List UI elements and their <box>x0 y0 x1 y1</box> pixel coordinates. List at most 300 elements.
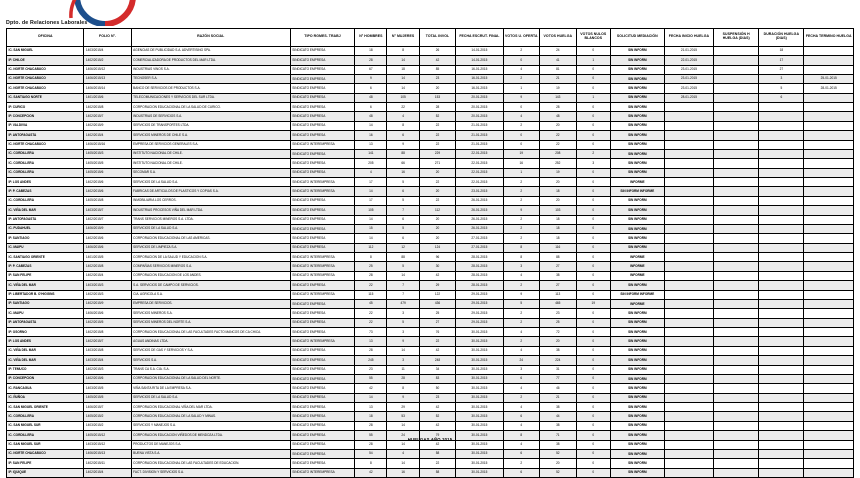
cell-suspension <box>714 56 759 65</box>
cell-oficina: IC. CORDILLERA <box>7 149 84 158</box>
cell-hombres: 105 <box>355 206 387 215</box>
cell-solicitud: INFORME <box>610 271 664 280</box>
cell-votos_nb: 0 <box>576 262 610 271</box>
cell-folio: 1405/2015/12 <box>84 431 131 440</box>
cell-votos_nb: 0 <box>576 84 610 93</box>
cell-votos_hu: 31 <box>540 365 577 374</box>
cell-razon: CORPORACION EDUCACIONAL DE LAS FACULTADES FACTO MANCOS DE CA CHICA. <box>131 328 290 337</box>
cell-votos_hu: 20 <box>540 196 577 205</box>
cell-hombres: 28 <box>355 440 387 449</box>
cell-votos_of: 1 <box>503 84 540 93</box>
cell-mujeres: 14 <box>387 421 419 430</box>
column-header-suspension: SUSPENSIÓN H HUELGA (DIAS) <box>714 29 759 47</box>
cell-total: 96 <box>419 253 456 262</box>
column-header-solicitud: SOLICITUD MEDIACIÓN <box>610 29 664 47</box>
cell-tipo: SINDICATO EMPRESA <box>290 309 354 318</box>
cell-oficina: IP. SANTIAGO <box>7 299 84 308</box>
cell-votos_nb: 19 <box>576 299 610 308</box>
cell-fecha_esc: 30-01-2015 <box>456 449 503 458</box>
cell-fecha_ter <box>804 112 854 121</box>
cell-votos_nb: 0 <box>576 346 610 355</box>
cell-fecha_ini <box>664 215 713 224</box>
cell-votos_of: 9 <box>503 290 540 299</box>
cell-votos_of: 8 <box>503 431 540 440</box>
cell-tipo: SINDICATO EMPRESA <box>290 112 354 121</box>
cell-votos_hu: 77 <box>540 374 577 383</box>
cell-folio: 1402/2015/8 <box>84 103 131 112</box>
cell-fecha_ter <box>804 290 854 299</box>
cell-total: 22 <box>419 131 456 140</box>
cell-fecha_esc: 20-01-2015 <box>456 93 503 102</box>
cell-votos_of: 3 <box>503 365 540 374</box>
cell-folio: 1401/2015/5 <box>84 253 131 262</box>
cell-solicitud: SIN INFORM <box>610 149 664 158</box>
cell-votos_hu: 38 <box>540 440 577 449</box>
cell-fecha_esc: 30-01-2015 <box>456 421 503 430</box>
cell-solicitud: SIN INFORM <box>610 384 664 393</box>
cell-suspension <box>714 196 759 205</box>
cell-votos_hu: 25 <box>540 318 577 327</box>
cell-fecha_ini <box>664 346 713 355</box>
cell-solicitud: SIN INFORM <box>610 318 664 327</box>
cell-tipo: SINDICATO EMPRESA <box>290 459 354 468</box>
cell-fecha_esc: 16-01-2015 <box>456 74 503 83</box>
cell-solicitud: INFORME <box>610 262 664 271</box>
cell-fecha_ter <box>804 356 854 365</box>
cell-votos_nb: 0 <box>576 318 610 327</box>
cell-votos_hu: 72 <box>540 328 577 337</box>
cell-folio: 1402/2015/6 <box>84 234 131 243</box>
cell-oficina: IC. SAN MIGUEL SUR <box>7 440 84 449</box>
cell-folio: 1402/2015/4 <box>84 131 131 140</box>
cell-duracion <box>759 121 804 130</box>
cell-hombres: 22 <box>355 318 387 327</box>
cell-votos_hu: 23 <box>540 309 577 318</box>
cell-razon: INDUSTRIAS DE SERVICIOS S.A. <box>131 112 290 121</box>
cell-oficina: IC. ÑUÑOA <box>7 393 84 402</box>
cell-fecha_ter <box>804 103 854 112</box>
cell-total: 42 <box>419 421 456 430</box>
cell-suspension <box>714 178 759 187</box>
cell-razon: TECNOSER S.A. <box>131 74 290 83</box>
cell-votos_of: 0 <box>503 140 540 149</box>
cell-total: 124 <box>419 243 456 252</box>
cell-razon: SERVICIOS MINEROS S.A. <box>131 309 290 318</box>
cell-solicitud: SIN INFORM <box>610 206 664 215</box>
cell-mujeres: 5 <box>387 262 419 271</box>
cell-fecha_ter <box>804 309 854 318</box>
cell-hombres: 14 <box>355 393 387 402</box>
cell-oficina: IP. SANTIAGO <box>7 234 84 243</box>
cell-mujeres: 14 <box>387 56 419 65</box>
cell-votos_hu: 46 <box>540 384 577 393</box>
table-row <box>7 374 854 383</box>
cell-razon: VIÑA SANTA RITA DE LA EMPRESA S.A. <box>131 384 290 393</box>
cell-total: 20 <box>419 84 456 93</box>
cell-mujeres: 5 <box>387 224 419 233</box>
cell-oficina: IC. NORTE CHACABUCO <box>7 140 84 149</box>
cell-hombres: 14 <box>355 234 387 243</box>
cell-total: 22 <box>419 178 456 187</box>
cell-fecha_esc: 22-01-2015 <box>456 159 503 168</box>
cell-razon: TELECOMUNICACIONES Y SERVICIOS DEL SUR LTDA. <box>131 93 290 102</box>
cell-mujeres: 3 <box>387 328 419 337</box>
cell-folio: 1402/2015/6 <box>84 178 131 187</box>
cell-solicitud: SIN INFORM INFORME <box>610 290 664 299</box>
cell-tipo: SINDICATO EMPRESA <box>290 403 354 412</box>
cell-suspension <box>714 356 759 365</box>
cell-total: 22 <box>419 121 456 130</box>
cell-solicitud: SIN INFORM <box>610 281 664 290</box>
cell-votos_hu: 103 <box>540 206 577 215</box>
cell-votos_of: 19 <box>503 149 540 158</box>
cell-votos_hu: 38 <box>540 403 577 412</box>
cell-duracion <box>759 243 804 252</box>
cell-total: 29 <box>419 281 456 290</box>
cell-razon: EMPRESA DE SERVICIOS GENERALES S.A. <box>131 140 290 149</box>
cell-oficina: IP. CHILOE <box>7 56 84 65</box>
cell-fecha_esc: 16-01-2015 <box>456 84 503 93</box>
cell-votos_of: 2 <box>503 121 540 130</box>
table-row <box>7 309 854 318</box>
cell-solicitud: SIN INFORM <box>610 74 664 83</box>
cell-fecha_ini <box>664 121 713 130</box>
cell-suspension <box>714 374 759 383</box>
table-row <box>7 103 854 112</box>
cell-votos_of: 0 <box>503 56 540 65</box>
cell-votos_of: 6 <box>503 374 540 383</box>
cell-votos_nb: 0 <box>576 393 610 402</box>
cell-tipo: SINDICATO EMPRESA <box>290 56 354 65</box>
cell-votos_of: 2 <box>503 74 540 83</box>
cell-razon: TRANS SERVICIOS MINEROS S.A. LTDA. <box>131 215 290 224</box>
cell-razon: CORPORACION EDUCACIONAL DE LAS AMERICAS. <box>131 234 290 243</box>
strike-statistics-table <box>6 28 854 478</box>
cell-hombres: 67 <box>355 65 387 74</box>
cell-votos_hu: 81 <box>540 65 577 74</box>
cell-fecha_esc: 26-01-2015 <box>456 206 503 215</box>
cell-fecha_ini: 23-01-2015 <box>664 65 713 74</box>
cell-solicitud: SIN INFORM <box>610 93 664 102</box>
cell-mujeres: 8 <box>387 384 419 393</box>
cell-suspension <box>714 468 759 477</box>
cell-tipo: SINDICATO INTEREMPRESA <box>290 468 354 477</box>
cell-oficina: IC. NORTE CHACABUCO <box>7 449 84 458</box>
cell-total: 34 <box>419 365 456 374</box>
cell-folio: 1403/2015/7 <box>84 206 131 215</box>
cell-hombres: 14 <box>355 121 387 130</box>
cell-votos_of: 4 <box>503 421 540 430</box>
cell-fecha_ter <box>804 412 854 421</box>
cell-hombres: 42 <box>355 384 387 393</box>
cell-hombres: 13 <box>355 140 387 149</box>
cell-suspension <box>714 65 759 74</box>
cell-tipo: SINDICATO EMPRESA <box>290 103 354 112</box>
cell-tipo: SINDICATO INTEREMPRESA <box>290 140 354 149</box>
table-row <box>7 46 854 55</box>
cell-oficina: IC. CORDILLERA <box>7 168 84 177</box>
cell-votos_nb: 0 <box>576 206 610 215</box>
cell-duracion <box>759 421 804 430</box>
cell-fecha_ter <box>804 224 854 233</box>
cell-hombres: 6 <box>355 84 387 93</box>
cell-oficina: IP. SAN FELIPE <box>7 459 84 468</box>
cell-oficina: IP. TEMUCO <box>7 365 84 374</box>
cell-votos_nb: 0 <box>576 468 610 477</box>
cell-votos_hu: 71 <box>540 431 577 440</box>
cell-tipo: SINDICATO INTEREMPRESA <box>290 178 354 187</box>
cell-total: 27 <box>419 318 456 327</box>
cell-duracion <box>759 384 804 393</box>
table-row <box>7 421 854 430</box>
cell-suspension <box>714 365 759 374</box>
column-header-total: TOTAL INVOL <box>419 29 456 47</box>
cell-tipo: SINDICATO EMPRESA <box>290 281 354 290</box>
cell-oficina: IP. SAN FELIPE <box>7 271 84 280</box>
cell-fecha_ini: 21-01-2015 <box>664 46 713 55</box>
cell-votos_of: 2 <box>503 196 540 205</box>
cell-hombres: 14 <box>355 215 387 224</box>
cell-hombres: 48 <box>355 112 387 121</box>
cell-fecha_esc: 21-01-2015 <box>456 131 503 140</box>
table-row <box>7 234 854 243</box>
strike-table-container <box>6 28 854 478</box>
cell-fecha_ini <box>664 281 713 290</box>
cell-suspension <box>714 121 759 130</box>
cell-duracion <box>759 112 804 121</box>
cell-fecha_ini <box>664 253 713 262</box>
cell-duracion <box>759 393 804 402</box>
cell-votos_hu: 18 <box>540 224 577 233</box>
cell-total: 20 <box>419 224 456 233</box>
cell-duracion <box>759 131 804 140</box>
cell-total: 42 <box>419 403 456 412</box>
cell-tipo: SINDICATO EMPRESA <box>290 328 354 337</box>
cell-votos_of: 2 <box>503 215 540 224</box>
cell-votos_nb: 0 <box>576 112 610 121</box>
cell-total: 20 <box>419 234 456 243</box>
cell-suspension <box>714 206 759 215</box>
cell-total: 229 <box>419 149 456 158</box>
cell-oficina: IC. CORDILLERA <box>7 196 84 205</box>
cell-fecha_ini <box>664 299 713 308</box>
cell-hombres: 42 <box>355 468 387 477</box>
cell-mujeres: 16 <box>387 168 419 177</box>
cell-oficina: IP. ANTOFAGASTA <box>7 131 84 140</box>
cell-suspension <box>714 103 759 112</box>
table-row <box>7 196 854 205</box>
cell-fecha_ini <box>664 196 713 205</box>
cell-votos_nb: 0 <box>576 328 610 337</box>
cell-fecha_ini <box>664 290 713 299</box>
table-row <box>7 159 854 168</box>
cell-oficina: IP. LOS ANDES <box>7 337 84 346</box>
cell-suspension <box>714 243 759 252</box>
cell-folio: 1402/2015/9 <box>84 299 131 308</box>
table-row <box>7 262 854 271</box>
cell-suspension <box>714 412 759 421</box>
cell-tipo: SINDICATO EMPRESA <box>290 346 354 355</box>
table-row <box>7 140 854 149</box>
cell-votos_nb: 0 <box>576 271 610 280</box>
cell-mujeres: 479 <box>387 299 419 308</box>
cell-solicitud: SIN INFORM <box>610 337 664 346</box>
cell-razon: FACT. DIVISION Y SERVICIOS S.A. <box>131 468 290 477</box>
cell-folio: 1405/2015/6 <box>84 168 131 177</box>
cell-votos_nb: 0 <box>576 356 610 365</box>
cell-razon: SERVICIOS DE LA SALUD S.A. <box>131 178 290 187</box>
cell-razon: PRODUCTOS DE MANEJOS S.A. <box>131 440 290 449</box>
column-header-fecha_esc: FECHA ESCRUT. FINAL <box>456 29 503 47</box>
cell-duracion <box>759 187 804 196</box>
cell-votos_nb: 0 <box>576 290 610 299</box>
table-row <box>7 449 854 458</box>
cell-hombres: 55 <box>355 431 387 440</box>
cell-solicitud: SIN INFORM <box>610 346 664 355</box>
cell-votos_hu: 52 <box>540 468 577 477</box>
cell-suspension <box>714 421 759 430</box>
cell-tipo: SINDICATO EMPRESA <box>290 168 354 177</box>
cell-mujeres: 6 <box>387 187 419 196</box>
cell-tipo: SINDICATO EMPRESA <box>290 206 354 215</box>
table-row <box>7 346 854 355</box>
cell-fecha_esc: 20-01-2015 <box>456 112 503 121</box>
cell-total: 26 <box>419 46 456 55</box>
cell-razon: BUENA VISTA S.A. <box>131 449 290 458</box>
cell-suspension <box>714 84 759 93</box>
table-row <box>7 365 854 374</box>
cell-hombres: 18 <box>355 46 387 55</box>
cell-fecha_esc: 28-01-2015 <box>456 262 503 271</box>
cell-votos_of: 4 <box>503 328 540 337</box>
cell-duracion <box>759 196 804 205</box>
cell-mujeres: 88 <box>387 149 419 158</box>
cell-suspension <box>714 281 759 290</box>
cell-razon: AGUAS ANDINAS LTDA. <box>131 337 290 346</box>
cell-tipo: SINDICATO INTEREMPRESA <box>290 337 354 346</box>
cell-fecha_ini <box>664 178 713 187</box>
cell-votos_of: 4 <box>503 403 540 412</box>
cell-razon: SERVICIOS DE LA SALUD S.A. <box>131 393 290 402</box>
cell-votos_hu: 52 <box>540 449 577 458</box>
cell-votos_hu: 116 <box>540 243 577 252</box>
cell-mujeres: 3 <box>387 356 419 365</box>
cell-fecha_esc: 26-01-2015 <box>456 196 503 205</box>
cell-solicitud: SIN INFORM <box>610 440 664 449</box>
cell-solicitud: SIN INFORM <box>610 65 664 74</box>
cell-votos_of: 8 <box>503 243 540 252</box>
cell-votos_nb: 0 <box>576 374 610 383</box>
table-row <box>7 253 854 262</box>
cell-votos_of: 6 <box>503 412 540 421</box>
cell-votos_of: 2 <box>503 234 540 243</box>
column-header-fecha_ter: FECHA TERMINO HUELGA <box>804 29 854 47</box>
cell-fecha_ter <box>804 328 854 337</box>
cell-duracion: 18 <box>759 46 804 55</box>
table-row <box>7 384 854 393</box>
cell-fecha_ter <box>804 196 854 205</box>
cell-suspension <box>714 46 759 55</box>
cell-duracion <box>759 346 804 355</box>
cell-mujeres: 9 <box>387 393 419 402</box>
cell-oficina: IP. VALDIVIA <box>7 121 84 130</box>
cell-hombres: 245 <box>355 356 387 365</box>
cell-mujeres: 9 <box>387 337 419 346</box>
cell-mujeres: 5 <box>387 178 419 187</box>
cell-total: 436 <box>419 299 456 308</box>
cell-total: 58 <box>419 449 456 458</box>
cell-solicitud: SIN INFORM <box>610 140 664 149</box>
cell-razon: CORPORACION EDUCACION VIÑEDOS DE MENDOZA LTDA. <box>131 431 290 440</box>
cell-tipo: SINDICATO EMPRESA <box>290 365 354 374</box>
cell-fecha_esc: 28-01-2015 <box>456 281 503 290</box>
cell-suspension <box>714 253 759 262</box>
table-row <box>7 65 854 74</box>
cell-suspension <box>714 112 759 121</box>
cell-total: 85 <box>419 65 456 74</box>
cell-mujeres: 6 <box>387 215 419 224</box>
cell-votos_nb: 0 <box>576 224 610 233</box>
cell-fecha_ini: 23-01-2015 <box>664 84 713 93</box>
cell-fecha_ini <box>664 271 713 280</box>
cell-duracion <box>759 468 804 477</box>
cell-votos_nb: 0 <box>576 337 610 346</box>
cell-solicitud: SIN INFORM <box>610 374 664 383</box>
cell-folio: 1405/2015/3 <box>84 149 131 158</box>
cell-suspension <box>714 187 759 196</box>
cell-fecha_esc: 30-01-2015 <box>456 431 503 440</box>
cell-fecha_esc: 26-01-2015 <box>456 215 503 224</box>
cell-total: 42 <box>419 56 456 65</box>
cell-fecha_esc: 27-01-2015 <box>456 234 503 243</box>
cell-folio: 1402/2015/5 <box>84 318 131 327</box>
cell-solicitud: SIN INFORM <box>610 131 664 140</box>
cell-total: 20 <box>419 187 456 196</box>
cell-total: 20 <box>419 215 456 224</box>
cell-total: 83 <box>419 374 456 383</box>
cell-fecha_esc: 22-01-2015 <box>456 178 503 187</box>
table-row <box>7 121 854 130</box>
cell-solicitud: SIN INFORM <box>610 309 664 318</box>
cell-oficina: IC. MAIPU <box>7 309 84 318</box>
cell-total: 25 <box>419 309 456 318</box>
cell-fecha_esc: 30-01-2015 <box>456 393 503 402</box>
cell-duracion <box>759 328 804 337</box>
cell-solicitud: SIN INFORM <box>610 112 664 121</box>
cell-mujeres: 5 <box>387 318 419 327</box>
cell-fecha_ini <box>664 140 713 149</box>
cell-folio: 1405/2015/5 <box>84 393 131 402</box>
cell-fecha_esc: 14-01-2015 <box>456 56 503 65</box>
cell-votos_hu: 20 <box>540 178 577 187</box>
cell-mujeres: 14 <box>387 459 419 468</box>
cell-tipo: SINDICATO EMPRESA <box>290 374 354 383</box>
cell-suspension <box>714 403 759 412</box>
cell-mujeres: 14 <box>387 271 419 280</box>
table-row <box>7 131 854 140</box>
cell-razon: INSTITUTO NACIONAL DE CHILE. <box>131 149 290 158</box>
cell-votos_nb: 0 <box>576 421 610 430</box>
cell-fecha_ter <box>804 46 854 55</box>
cell-votos_nb: 0 <box>576 215 610 224</box>
cell-razon: COMPAÑIAS SERVICIOS MINEROS S.A. <box>131 262 290 271</box>
cell-folio: 1402/2015/3 <box>84 290 131 299</box>
cell-fecha_ter <box>804 253 854 262</box>
cell-votos_nb: 0 <box>576 234 610 243</box>
cell-duracion <box>759 253 804 262</box>
cell-hombres: 17 <box>355 178 387 187</box>
cell-votos_hu: 38 <box>540 421 577 430</box>
